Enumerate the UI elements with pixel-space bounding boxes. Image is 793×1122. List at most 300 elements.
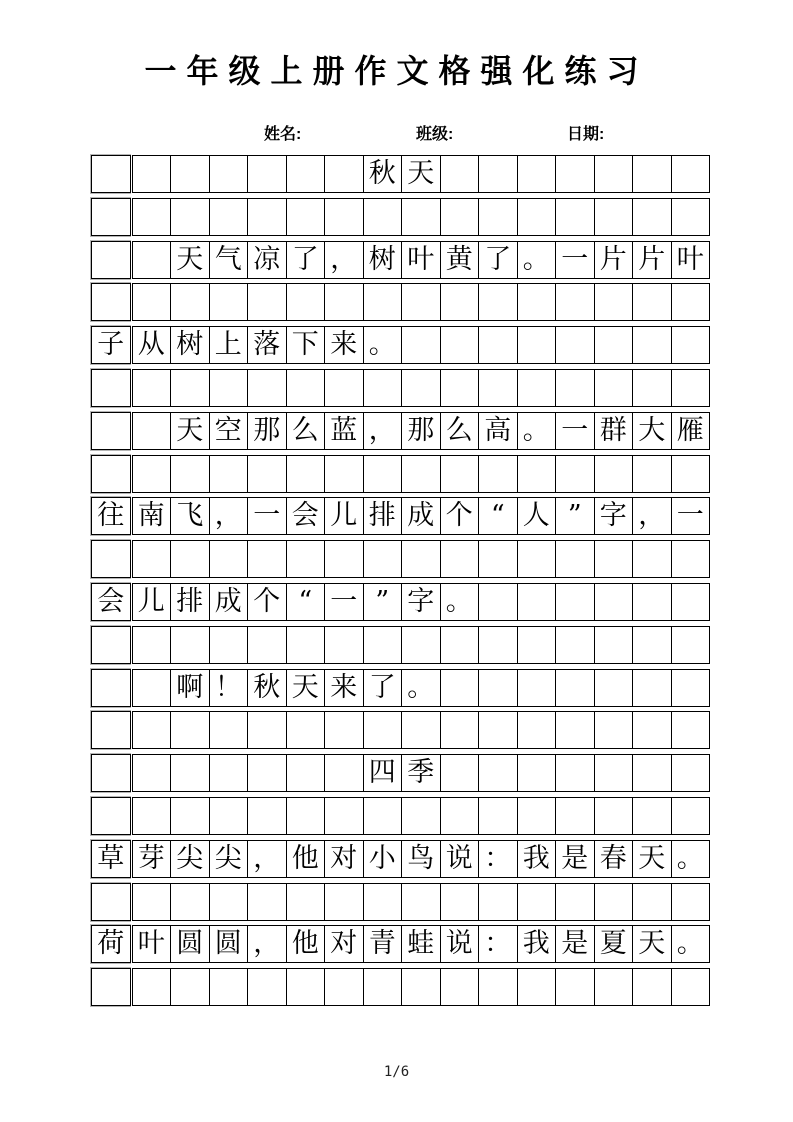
- grid-cell: [286, 198, 326, 236]
- grid-cell: 个: [440, 497, 480, 535]
- grid-cell: [324, 626, 364, 664]
- grid-cell: ”: [363, 583, 403, 621]
- grid-cell: [209, 754, 249, 792]
- grid-cell: [170, 198, 210, 236]
- grid-cell: 秋: [363, 155, 403, 193]
- grid-cell: [132, 412, 172, 450]
- grid-cell: 空: [209, 412, 249, 450]
- grid-cell: [671, 626, 711, 664]
- grid-cell: 上: [209, 326, 249, 364]
- grid-cell: [440, 968, 480, 1006]
- grid-cell: 天: [170, 412, 210, 450]
- grid-cell-first-column: [91, 283, 131, 321]
- grid-cell: [324, 883, 364, 921]
- grid-cell: 小: [363, 840, 403, 878]
- grid-cell: [555, 540, 595, 578]
- grid-cell: 一: [555, 241, 595, 279]
- grid-cell: [440, 669, 480, 707]
- grid-cell: 四: [363, 754, 403, 792]
- grid-cell: [517, 455, 557, 493]
- grid-cell: [555, 155, 595, 193]
- grid-cell: [555, 455, 595, 493]
- grid-cell-first-column: [91, 883, 131, 921]
- grid-cell: [555, 669, 595, 707]
- grid-cell: 了: [286, 241, 326, 279]
- grid-cell: [440, 155, 480, 193]
- grid-cell-first-column: [91, 369, 131, 407]
- grid-cell-first-column: [91, 540, 131, 578]
- grid-cell: [632, 326, 672, 364]
- grid-cell: [478, 754, 518, 792]
- grid-cell: [594, 540, 634, 578]
- grid-cell: 成: [209, 583, 249, 621]
- grid-cell: [170, 155, 210, 193]
- grid-cell: 叶: [671, 241, 711, 279]
- grid-cell: [517, 326, 557, 364]
- grid-cell: [247, 797, 287, 835]
- grid-cell: [478, 198, 518, 236]
- grid-cell: [401, 455, 441, 493]
- writing-grid: [91, 155, 710, 1006]
- grid-cell: [555, 626, 595, 664]
- grid-cell: [324, 968, 364, 1006]
- grid-cell: [478, 711, 518, 749]
- grid-cell: 对: [324, 925, 364, 963]
- grid-cell-first-column: [91, 754, 131, 792]
- grid-cell: 芽: [132, 840, 172, 878]
- grid-cell: [132, 198, 172, 236]
- grid-cell: [324, 711, 364, 749]
- grid-cell: 气: [209, 241, 249, 279]
- grid-cell: [209, 883, 249, 921]
- grid-cell: [247, 754, 287, 792]
- grid-cell: ：: [478, 840, 518, 878]
- grid-cell: [594, 583, 634, 621]
- grid-cell: 夏: [594, 925, 634, 963]
- grid-row: [91, 968, 710, 1006]
- grid-cell: 群: [594, 412, 634, 450]
- grid-cell: ”: [555, 497, 595, 535]
- grid-cell: [632, 540, 672, 578]
- grid-cell: 黄: [440, 241, 480, 279]
- grid-cell: [478, 155, 518, 193]
- grid-cell: 片: [632, 241, 672, 279]
- grid-cell: 天: [286, 669, 326, 707]
- grid-cell-first-column: [91, 626, 131, 664]
- grid-cell: 尖: [170, 840, 210, 878]
- grid-cell: [517, 369, 557, 407]
- grid-cell: 叶: [401, 241, 441, 279]
- grid-cell: [555, 968, 595, 1006]
- grid-cell: [555, 198, 595, 236]
- grid-cell: [440, 626, 480, 664]
- grid-cell: [555, 754, 595, 792]
- grid-cell: [594, 626, 634, 664]
- grid-cell: 了: [478, 241, 518, 279]
- grid-cell: [132, 241, 172, 279]
- grid-cell: [594, 797, 634, 835]
- grid-cell: ，: [247, 840, 287, 878]
- grid-cell: ，: [363, 412, 403, 450]
- grid-row: [91, 797, 710, 835]
- grid-cell: [671, 711, 711, 749]
- grid-cell: [671, 540, 711, 578]
- grid-cell: ，: [247, 925, 287, 963]
- grid-cell: [247, 626, 287, 664]
- grid-cell: [671, 968, 711, 1006]
- grid-row: [91, 155, 710, 193]
- grid-cell: 春: [594, 840, 634, 878]
- grid-cell: 尖: [209, 840, 249, 878]
- grid-cell: [632, 754, 672, 792]
- grid-row: [91, 840, 710, 878]
- grid-cell: [363, 711, 403, 749]
- grid-cell: 一: [555, 412, 595, 450]
- grid-cell: [555, 711, 595, 749]
- grid-cell-first-column: 荷: [91, 925, 131, 963]
- grid-cell: 鸟: [401, 840, 441, 878]
- grid-cell: ：: [478, 925, 518, 963]
- grid-cell: [286, 968, 326, 1006]
- grid-cell: 落: [247, 326, 287, 364]
- grid-cell: 了: [363, 669, 403, 707]
- grid-row: [91, 626, 710, 664]
- grid-cell: 大: [632, 412, 672, 450]
- grid-cell: [132, 369, 172, 407]
- grid-cell: 成: [401, 497, 441, 535]
- grid-cell: 排: [363, 497, 403, 535]
- grid-cell: [401, 626, 441, 664]
- grid-cell: [170, 883, 210, 921]
- grid-cell: [247, 369, 287, 407]
- grid-cell: [363, 883, 403, 921]
- grid-cell: [363, 797, 403, 835]
- grid-cell: 南: [132, 497, 172, 535]
- grid-cell-first-column: [91, 155, 131, 193]
- grid-cell: [286, 626, 326, 664]
- grid-cell: [170, 797, 210, 835]
- grid-cell: [632, 583, 672, 621]
- grid-cell: [132, 797, 172, 835]
- grid-cell: [632, 155, 672, 193]
- grid-cell: [440, 326, 480, 364]
- grid-cell: 儿: [324, 497, 364, 535]
- grid-cell: 他: [286, 925, 326, 963]
- grid-cell: [671, 326, 711, 364]
- grid-cell: [594, 968, 634, 1006]
- grid-cell: 那: [247, 412, 287, 450]
- grid-cell: [132, 968, 172, 1006]
- grid-row: [91, 497, 710, 535]
- grid-cell: “: [478, 497, 518, 535]
- grid-cell: 。: [363, 326, 403, 364]
- grid-cell: 啊: [170, 669, 210, 707]
- grid-cell: 么: [440, 412, 480, 450]
- grid-cell: [247, 198, 287, 236]
- grid-cell: [632, 198, 672, 236]
- grid-row: [91, 540, 710, 578]
- grid-cell: 儿: [132, 583, 172, 621]
- grid-cell: [286, 283, 326, 321]
- grid-cell: 蛙: [401, 925, 441, 963]
- grid-cell: [478, 326, 518, 364]
- grid-cell: [478, 968, 518, 1006]
- grid-cell: [363, 455, 403, 493]
- grid-cell: [632, 283, 672, 321]
- grid-cell: [594, 155, 634, 193]
- page-title: 一年级上册作文格强化练习: [144, 52, 649, 90]
- grid-cell-first-column: [91, 198, 131, 236]
- grid-cell: [594, 283, 634, 321]
- grid-cell: [324, 540, 364, 578]
- grid-cell: 。: [440, 583, 480, 621]
- grid-cell: [517, 711, 557, 749]
- grid-cell: [247, 455, 287, 493]
- grid-cell: [671, 155, 711, 193]
- grid-cell: [671, 669, 711, 707]
- grid-cell: [401, 883, 441, 921]
- grid-cell-first-column: 子: [91, 326, 131, 364]
- grid-cell: 。: [517, 241, 557, 279]
- grid-cell: 对: [324, 840, 364, 878]
- grid-cell: [440, 754, 480, 792]
- grid-cell: [632, 455, 672, 493]
- grid-cell: 青: [363, 925, 403, 963]
- grid-cell: 我: [517, 925, 557, 963]
- grid-cell: 雁: [671, 412, 711, 450]
- grid-cell: [478, 797, 518, 835]
- grid-cell: [440, 711, 480, 749]
- grid-cell: [132, 711, 172, 749]
- grid-cell: 是: [555, 925, 595, 963]
- grid-row: [91, 754, 710, 792]
- grid-cell: [286, 540, 326, 578]
- grid-cell: [170, 626, 210, 664]
- grid-cell: 个: [247, 583, 287, 621]
- grid-cell: [170, 968, 210, 1006]
- grid-cell: 。: [517, 412, 557, 450]
- grid-cell: [401, 198, 441, 236]
- grid-cell: 天: [401, 155, 441, 193]
- grid-cell: [132, 626, 172, 664]
- grid-cell: [170, 540, 210, 578]
- grid-cell: [170, 455, 210, 493]
- grid-cell: [517, 754, 557, 792]
- grid-cell: [517, 669, 557, 707]
- grid-cell: [363, 283, 403, 321]
- meta-row: [0, 121, 793, 143]
- grid-cell: [247, 540, 287, 578]
- grid-cell: [478, 583, 518, 621]
- grid-cell: [594, 711, 634, 749]
- grid-row: [91, 669, 710, 707]
- grid-cell-first-column: [91, 968, 131, 1006]
- grid-cell: [671, 797, 711, 835]
- grid-row: [91, 412, 710, 450]
- grid-cell: [324, 369, 364, 407]
- grid-row: [91, 455, 710, 493]
- grid-cell: [440, 883, 480, 921]
- grid-cell: [594, 883, 634, 921]
- grid-cell: [170, 711, 210, 749]
- grid-cell: “: [286, 583, 326, 621]
- grid-cell: [132, 155, 172, 193]
- grid-cell: 凉: [247, 241, 287, 279]
- grid-cell: [517, 540, 557, 578]
- grid-cell: 排: [170, 583, 210, 621]
- grid-cell: [324, 155, 364, 193]
- grid-cell: [132, 455, 172, 493]
- grid-cell: [555, 283, 595, 321]
- grid-cell-first-column: [91, 241, 131, 279]
- grid-cell: 一: [324, 583, 364, 621]
- grid-cell: 片: [594, 241, 634, 279]
- grid-cell: [209, 369, 249, 407]
- grid-cell: [401, 283, 441, 321]
- grid-cell: 来: [324, 326, 364, 364]
- grid-cell: [286, 754, 326, 792]
- grid-cell: [594, 455, 634, 493]
- grid-cell: 蓝: [324, 412, 364, 450]
- grid-cell: [324, 198, 364, 236]
- grid-cell: [209, 968, 249, 1006]
- grid-cell: [132, 883, 172, 921]
- grid-cell: 。: [671, 840, 711, 878]
- grid-cell: 字: [594, 497, 634, 535]
- grid-cell: [247, 711, 287, 749]
- grid-cell: 我: [517, 840, 557, 878]
- grid-cell: 天: [632, 840, 672, 878]
- grid-cell: [132, 283, 172, 321]
- grid-cell-first-column: [91, 669, 131, 707]
- grid-cell: ，: [209, 497, 249, 535]
- grid-cell: 说: [440, 840, 480, 878]
- grid-cell: [671, 455, 711, 493]
- grid-cell: [286, 711, 326, 749]
- grid-cell: [440, 283, 480, 321]
- grid-cell: [478, 455, 518, 493]
- grid-cell: [440, 797, 480, 835]
- grid-cell: [594, 669, 634, 707]
- grid-cell: [209, 711, 249, 749]
- grid-cell: 那: [401, 412, 441, 450]
- grid-cell: [247, 883, 287, 921]
- grid-cell: 会: [286, 497, 326, 535]
- grid-cell: [671, 198, 711, 236]
- grid-cell: [517, 583, 557, 621]
- grid-cell: [632, 369, 672, 407]
- grid-cell: [363, 968, 403, 1006]
- grid-cell: [401, 797, 441, 835]
- grid-cell: [632, 968, 672, 1006]
- grid-cell: [632, 797, 672, 835]
- grid-cell: [324, 797, 364, 835]
- grid-row: [91, 326, 710, 364]
- grid-cell: [671, 883, 711, 921]
- grid-cell: [632, 711, 672, 749]
- grid-cell: [132, 754, 172, 792]
- grid-cell: [324, 283, 364, 321]
- page-number: 1/6: [383, 1064, 410, 1080]
- grid-cell: 么: [286, 412, 326, 450]
- grid-cell: 圆: [170, 925, 210, 963]
- grid-cell: [671, 369, 711, 407]
- grid-cell: [440, 540, 480, 578]
- grid-cell: [363, 540, 403, 578]
- grid-row: [91, 883, 710, 921]
- grid-cell: 字: [401, 583, 441, 621]
- grid-cell: [594, 198, 634, 236]
- grid-cell: [671, 283, 711, 321]
- grid-cell: 圆: [209, 925, 249, 963]
- grid-cell: [478, 369, 518, 407]
- grid-cell: [555, 369, 595, 407]
- name-field-label: 姓名:: [264, 126, 302, 143]
- grid-row: [91, 583, 710, 621]
- grid-cell: [132, 669, 172, 707]
- grid-cell: [517, 883, 557, 921]
- grid-cell: [401, 711, 441, 749]
- grid-cell: 秋: [247, 669, 287, 707]
- grid-cell: [401, 540, 441, 578]
- grid-cell: [401, 968, 441, 1006]
- grid-cell: 来: [324, 669, 364, 707]
- grid-row: [91, 241, 710, 279]
- grid-cell: [632, 669, 672, 707]
- grid-cell: [517, 968, 557, 1006]
- grid-cell: [247, 283, 287, 321]
- grid-cell: 天: [170, 241, 210, 279]
- grid-cell: ，: [324, 241, 364, 279]
- grid-cell: 树: [363, 241, 403, 279]
- grid-row: [91, 711, 710, 749]
- grid-cell: [671, 754, 711, 792]
- grid-cell: [594, 754, 634, 792]
- grid-cell: [363, 198, 403, 236]
- grid-cell: ！: [209, 669, 249, 707]
- grid-cell: [286, 883, 326, 921]
- grid-cell: [478, 540, 518, 578]
- grid-cell: [478, 626, 518, 664]
- grid-cell: [209, 283, 249, 321]
- grid-cell: 叶: [132, 925, 172, 963]
- grid-cell: [209, 626, 249, 664]
- grid-cell: [517, 626, 557, 664]
- grid-cell-first-column: [91, 455, 131, 493]
- grid-cell: [209, 455, 249, 493]
- grid-cell: [170, 369, 210, 407]
- grid-cell: 。: [401, 669, 441, 707]
- grid-cell: [324, 455, 364, 493]
- grid-cell: [170, 283, 210, 321]
- grid-cell: 从: [132, 326, 172, 364]
- grid-cell: [632, 626, 672, 664]
- class-field-label: 班级:: [416, 126, 454, 143]
- grid-cell: [286, 797, 326, 835]
- grid-cell-first-column: [91, 412, 131, 450]
- grid-cell: [478, 283, 518, 321]
- grid-cell: [555, 797, 595, 835]
- grid-cell: [401, 326, 441, 364]
- grid-cell: [517, 155, 557, 193]
- grid-cell: [478, 883, 518, 921]
- grid-cell: [517, 283, 557, 321]
- grid-cell: ，: [632, 497, 672, 535]
- grid-cell: 他: [286, 840, 326, 878]
- grid-cell: [440, 369, 480, 407]
- grid-cell: 一: [671, 497, 711, 535]
- grid-cell: 天: [632, 925, 672, 963]
